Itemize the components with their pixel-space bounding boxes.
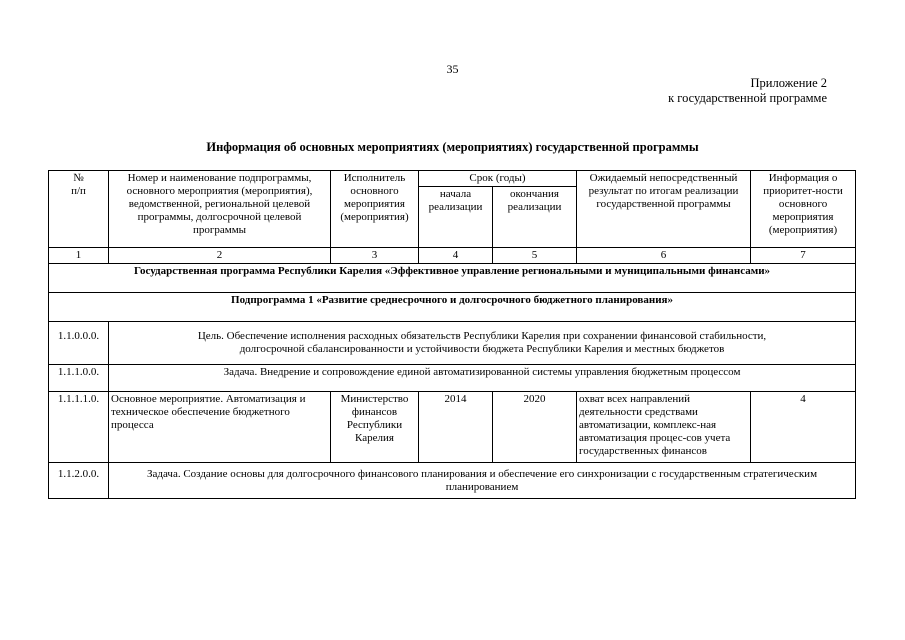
table-row xyxy=(49,322,856,365)
row-code: 1.1.1.0.0. xyxy=(49,365,109,392)
col-number: 5 xyxy=(493,248,577,264)
col-number: 3 xyxy=(331,248,419,264)
column-numbers-row xyxy=(49,248,856,264)
goal-text: Цель. Обеспечение исполнения расходных обязательств Республики Карелия при сохранении финансовой стабильности, долгосрочной сбалансированности и устойчивости бюджета Республики Карелия и местных бюджетов xyxy=(109,322,856,365)
program-title: Государственная программа Республики Карелия «Эффективное управление региональными и муниципальными финансами» xyxy=(49,264,856,293)
measures-table xyxy=(48,170,856,499)
header-term: Срок (годы) xyxy=(419,171,577,187)
appendix-line-2: к государственной программе xyxy=(668,91,827,105)
measure-priority: 4 xyxy=(751,392,856,463)
col-number: 6 xyxy=(577,248,751,264)
subprogram-title: Подпрограмма 1 «Развитие среднесрочного и долгосрочного бюджетного планирования» xyxy=(49,293,856,322)
document-title: Информация об основных мероприятиях (мероприятиях) государственной программы xyxy=(206,140,699,154)
col-number: 2 xyxy=(109,248,331,264)
row-code: 1.1.2.0.0. xyxy=(49,463,109,499)
table-row xyxy=(49,463,856,499)
col-number: 1 xyxy=(49,248,109,264)
header-end: окончания реализации xyxy=(493,187,577,248)
measure-start: 2014 xyxy=(419,392,493,463)
col-number: 4 xyxy=(419,248,493,264)
col-number: 7 xyxy=(751,248,856,264)
header-executor: Исполнитель основного мероприятия (мероприятия) xyxy=(331,171,419,248)
appendix-header xyxy=(668,76,827,106)
header-num: № п/п xyxy=(49,171,109,248)
header-row-1 xyxy=(49,171,856,187)
subprogram-row xyxy=(49,293,856,322)
program-row xyxy=(49,264,856,293)
page-number: 35 xyxy=(446,62,459,76)
table-row xyxy=(49,365,856,392)
task-text: Задача. Внедрение и сопровождение единой автоматизированной системы управления бюджетным процессом xyxy=(109,365,856,392)
measure-executor: Министерство финансов Республики Карелия xyxy=(331,392,419,463)
measure-name: Основное мероприятие. Автоматизация и техническое обеспечение бюджетного процесса xyxy=(109,392,331,463)
header-result: Ожидаемый непосредственный результат по итогам реализации государственной программы xyxy=(577,171,751,248)
task-text: Задача. Создание основы для долгосрочного финансового планирования и обеспечение его синхронизации с государственным стратегическим планированием xyxy=(109,463,856,499)
header-priority: Информация о приоритет-ности основного мероприятия (мероприятия) xyxy=(751,171,856,248)
table-row xyxy=(49,392,856,463)
measure-result: охват всех направлений деятельности средствами автоматизации, комплекс-ная автоматизация процес-сов учета государственных финансов xyxy=(577,392,751,463)
measure-end: 2020 xyxy=(493,392,577,463)
appendix-line-1: Приложение 2 xyxy=(750,76,827,90)
row-code: 1.1.1.1.0. xyxy=(49,392,109,463)
header-name: Номер и наименование подпрограммы, основного мероприятия (мероприятия), ведомственной, региональной целевой программы, долгосрочной целевой программы xyxy=(109,171,331,248)
header-start: начала реализации xyxy=(419,187,493,248)
row-code: 1.1.0.0.0. xyxy=(49,322,109,365)
